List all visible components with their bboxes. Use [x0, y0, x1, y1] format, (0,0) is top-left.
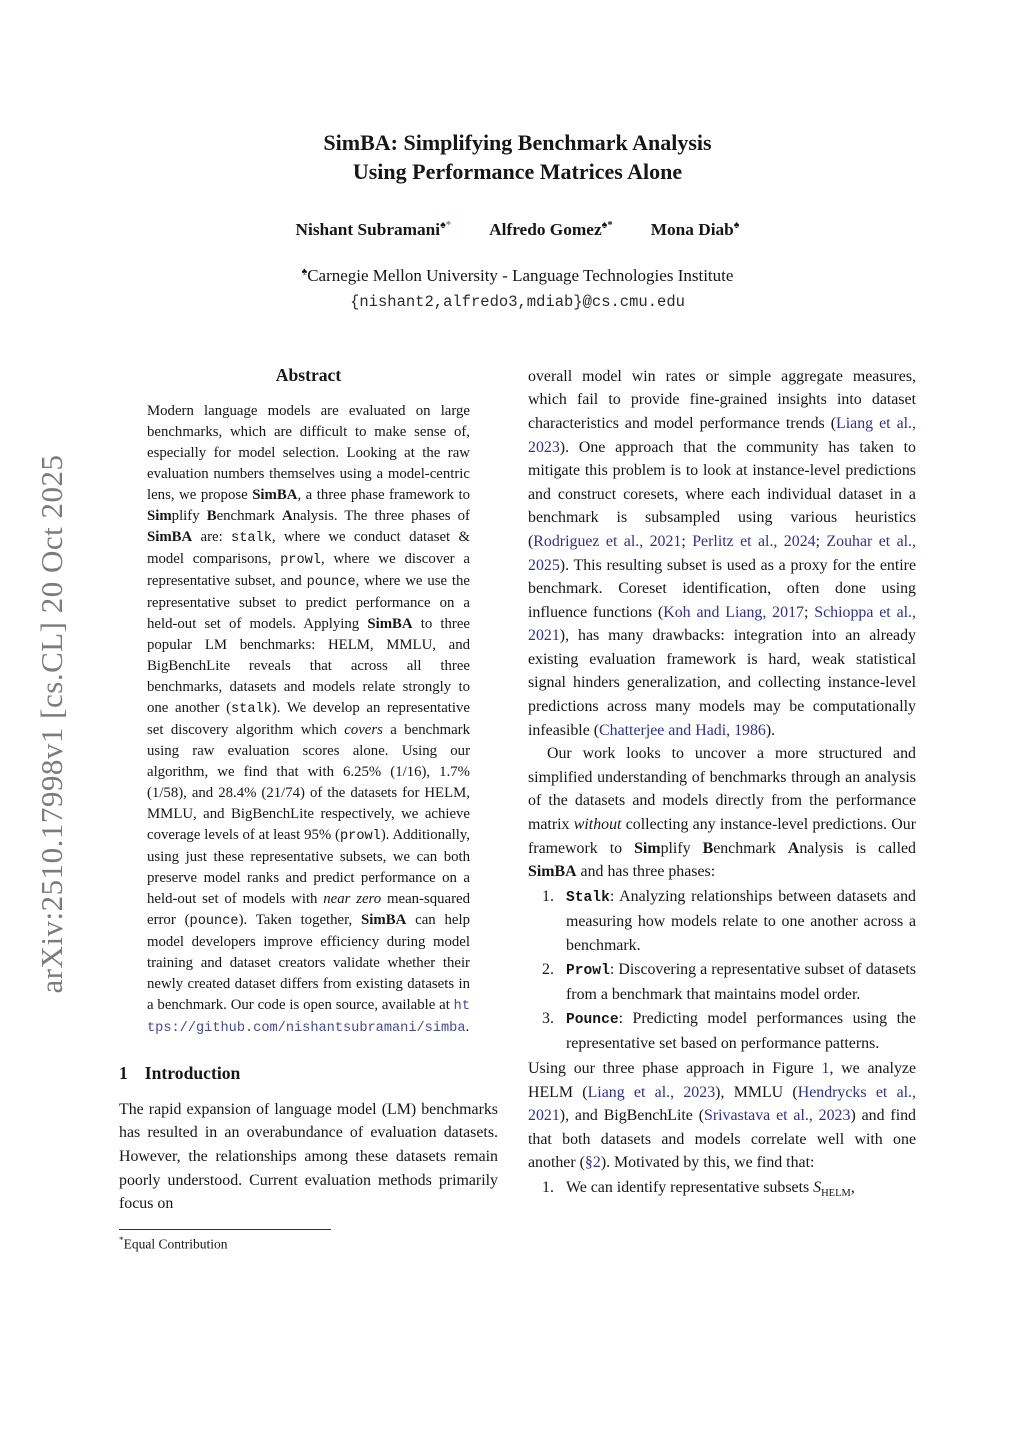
paragraph-our-work — [528, 742, 916, 884]
text-segment: SimBA — [528, 863, 577, 881]
text-segment: near zero — [323, 890, 382, 907]
text-segment: prowl — [280, 552, 321, 568]
list-item-text — [566, 1178, 855, 1200]
text-segment: ). Taken together, — [238, 911, 362, 928]
intro-paragraph — [119, 1098, 498, 1216]
citation-link[interactable]: Liang et al., 2023 — [528, 414, 916, 456]
text-segment: plify — [171, 507, 207, 524]
author-alfredo-gomez — [489, 219, 613, 240]
text-segment: ; — [815, 532, 827, 550]
author-nishant-subramani — [296, 219, 452, 240]
text-segment: and has three phases: — [576, 863, 716, 881]
text-segment: Sim — [147, 507, 172, 524]
text-segment: ). — [765, 721, 776, 739]
text-segment: covers — [344, 721, 383, 738]
footnote-text — [119, 1235, 498, 1253]
list-item-finding-1 — [528, 1176, 916, 1206]
text-segment: overall model win rates or simple aggregate measures, which fail to provide fine-grained insights into dataset characteristics and model performance trends ( — [528, 367, 916, 432]
citation-link[interactable]: §2 — [584, 1154, 601, 1172]
left-column — [119, 365, 498, 1252]
text-segment: : Analyzing relationships between datasets and measuring how models relate to one another across a benchmark. — [566, 887, 916, 955]
text-segment: pounce — [189, 913, 239, 929]
text-segment: enchmark — [713, 839, 788, 857]
text-segment: without — [573, 816, 622, 834]
citation-link[interactable]: Perlitz et al., 2024 — [692, 532, 816, 550]
text-segment: stalk — [231, 530, 272, 546]
text-segment: Nishant Subramani — [295, 219, 441, 239]
citation-link[interactable]: Hendrycks et al., 2021 — [528, 1083, 916, 1125]
text-segment: Pounce — [566, 1011, 619, 1028]
phases-list — [528, 885, 916, 1056]
section-1-heading — [119, 1063, 498, 1084]
author-list — [119, 219, 916, 240]
text-segment: ) and find that both datasets and models correlate well with one another ( — [528, 1107, 917, 1172]
text-segment: Modern language models are evaluated on large benchmarks, which are difficult to make sense of, especially for model selection. Looking at the raw evaluation numbers themselves using a model-centric lens, we propose — [147, 402, 470, 503]
text-segment: B — [206, 507, 217, 524]
text-segment: * — [607, 219, 613, 231]
text-segment: ♠ — [440, 219, 446, 231]
text-segment: SimBA — [147, 528, 193, 545]
right-column — [528, 365, 916, 1252]
text-segment: : Predicting model performances using the representative set based on performance patterns. — [566, 1009, 916, 1053]
text-segment: ). Motivated by this, we find that: — [600, 1154, 815, 1172]
text-segment: nalysis. The three phases of — [292, 507, 470, 524]
text-segment: S — [813, 1178, 822, 1196]
text-segment: Stalk — [566, 889, 610, 906]
text-segment: ♠ — [301, 266, 308, 278]
citation-link[interactable]: Koh and Liang, 2017 — [663, 603, 804, 621]
text-segment: , where we use the representative subset to predict performance on a held-out set of models. Applying — [147, 572, 470, 632]
text-segment: stalk — [231, 701, 272, 717]
citation-link[interactable]: Chatterjee and Hadi, 1986 — [599, 721, 766, 739]
text-segment: B — [702, 839, 714, 857]
text-segment: A — [282, 507, 293, 524]
text-segment: , where we conduct dataset & model comparisons, — [147, 528, 470, 567]
paragraph-using-approach — [528, 1057, 916, 1175]
paper-title — [119, 128, 916, 186]
text-segment: ; — [681, 532, 693, 550]
text-segment: . — [465, 1018, 470, 1035]
text-segment: can help model developers improve efficiency during model training and dataset creators validate whether their newly created dataset differs from existing datasets in a benchmark. Our code is open source, available at — [147, 911, 470, 1013]
text-segment: ; — [803, 603, 815, 621]
text-segment: Prowl — [566, 962, 610, 979]
text-segment: nalysis is called — [799, 839, 916, 857]
citation-link[interactable]: Srivastava et al., 2023 — [704, 1107, 851, 1125]
title-line-2: Using Performance Matrices Alone — [352, 159, 683, 184]
text-segment: Carnegie Mellon University - Language Technologies Institute — [307, 265, 734, 285]
text-segment: pounce — [306, 574, 356, 590]
list-number: 3. — [542, 1009, 554, 1027]
text-segment: * — [119, 1234, 124, 1245]
findings-list — [528, 1176, 916, 1206]
text-segment: collecting any instance-level predictions. Our framework to — [528, 816, 916, 857]
text-segment: HELM — [821, 1188, 851, 1200]
title-line-1: SimBA: Simplifying Benchmark Analysis — [323, 130, 712, 155]
citation-link[interactable]: https://github.com/nishantsubramani/simba — [147, 998, 470, 1036]
text-segment: ♠ — [601, 219, 608, 231]
text-segment: Our work looks to uncover a more structured and simplified understanding of benchmarks through an analysis of the datasets and models directly from the performance matrix — [528, 745, 916, 834]
text-segment: ), and BigBenchLite ( — [559, 1107, 705, 1125]
text-segment: ). This resulting subset is used as a proxy for the entire benchmark. Coreset identification, often done using influence functions ( — [528, 556, 916, 621]
text-segment: SimBA — [361, 911, 407, 928]
list-number: 1. — [542, 1178, 554, 1196]
text-segment: ♠ — [733, 219, 740, 231]
text-segment: , where we discover a representative subset, and — [147, 550, 470, 589]
text-segment: We can identify representative subsets — [566, 1178, 814, 1196]
list-item-text — [566, 1010, 916, 1053]
citation-link[interactable]: Schioppa et al., 2021 — [528, 603, 916, 645]
text-segment: A — [787, 839, 800, 857]
section-number: 1 — [119, 1062, 128, 1083]
text-segment: Mona Diab — [650, 219, 734, 239]
text-segment: , a three phase framework to — [297, 486, 470, 503]
text-segment: mean-squared error ( — [147, 890, 470, 928]
abstract-text — [119, 401, 498, 1039]
text-segment: SimBA — [367, 615, 413, 632]
footnote-block — [119, 1229, 498, 1253]
list-number: 2. — [542, 960, 554, 978]
list-item-text — [566, 961, 916, 1004]
text-segment: , we analyze HELM ( — [528, 1059, 916, 1101]
author-mona-diab — [651, 219, 740, 240]
text-segment: Alfredo Gomez — [489, 219, 602, 239]
text-segment: The rapid expansion of language model (LM) benchmarks has resulted in an overabundance of evaluation datasets. However, the relationships among these datasets remain poorly understood. Current evaluation methods primarily focus on — [119, 1100, 498, 1213]
text-segment: enchmark — [216, 507, 283, 524]
text-segment: ). Additionally, using just these representative subsets, we can both preserve model ranks and predict performance on a held-out set of models with — [147, 826, 470, 907]
text-segment: are: — [192, 528, 232, 545]
text-segment: prowl — [339, 828, 381, 844]
text-segment: , — [850, 1178, 855, 1196]
list-item-stalk — [528, 885, 916, 958]
text-segment: ), has many drawbacks: integration into an already existing evaluation framework is hard, weak statistical signal hinders generalization, and collecting instance-level predictions across many models may be computationally infeasible ( — [528, 627, 916, 739]
citation-link[interactable]: Liang et al., 2023 — [587, 1083, 716, 1101]
email-line: {nishant2,alfredo3,mdiab}@cs.cmu.edu — [350, 292, 685, 311]
section-title: Introduction — [144, 1062, 241, 1083]
citation-link[interactable]: 1 — [821, 1059, 830, 1077]
list-item-pounce — [528, 1007, 916, 1056]
text-segment: Equal Contribution — [123, 1236, 228, 1252]
text-segment: Sim — [634, 839, 661, 857]
list-item-prowl — [528, 958, 916, 1007]
footnote-rule — [119, 1229, 331, 1230]
text-segment: SimBA — [252, 486, 298, 503]
text-segment: ), MMLU ( — [715, 1083, 798, 1101]
paper-content — [119, 0, 916, 1252]
two-column-layout — [119, 365, 916, 1252]
text-segment: Using our three phase approach in Figure — [528, 1059, 822, 1077]
arxiv-watermark: arXiv:2510.17998v1 [cs.CL] 20 Oct 2025 — [34, 454, 69, 994]
list-number: 1. — [542, 887, 554, 905]
text-segment: : Discovering a representative subset of datasets from a benchmark that maintains model order. — [566, 960, 916, 1004]
text-segment: a benchmark using raw evaluation scores alone. Using our algorithm, we find that with 6.25% (1/16), 1.7% (1/58), and 28.4% (21/74) of the datasets for HELM, MMLU, and BigBenchLite respectively, we achieve coverage levels of at least 95% ( — [147, 721, 470, 843]
citation-link[interactable]: Zouhar et al., 2025 — [528, 532, 917, 574]
affiliation-line — [119, 266, 916, 286]
text-segment: ). We develop an representative set discovery algorithm which — [147, 699, 470, 738]
abstract-heading: Abstract — [275, 364, 342, 385]
text-segment: plify — [660, 839, 703, 857]
text-segment: * — [445, 219, 452, 231]
text-segment: ). One approach that the community has taken to mitigate this problem is to look at instance-level predictions and construct coresets, where each individual dataset in a benchmark is subsampled using various heuristics ( — [528, 438, 916, 550]
list-item-text — [566, 888, 916, 954]
citation-link[interactable]: Rodriguez et al., 2021 — [533, 532, 682, 550]
text-segment: to three popular LM benchmarks: HELM, MMLU, and BigBenchLite reveals that across all three benchmarks, datasets and models relate strongly to one another ( — [147, 615, 470, 716]
paragraph-coresets — [528, 365, 916, 743]
